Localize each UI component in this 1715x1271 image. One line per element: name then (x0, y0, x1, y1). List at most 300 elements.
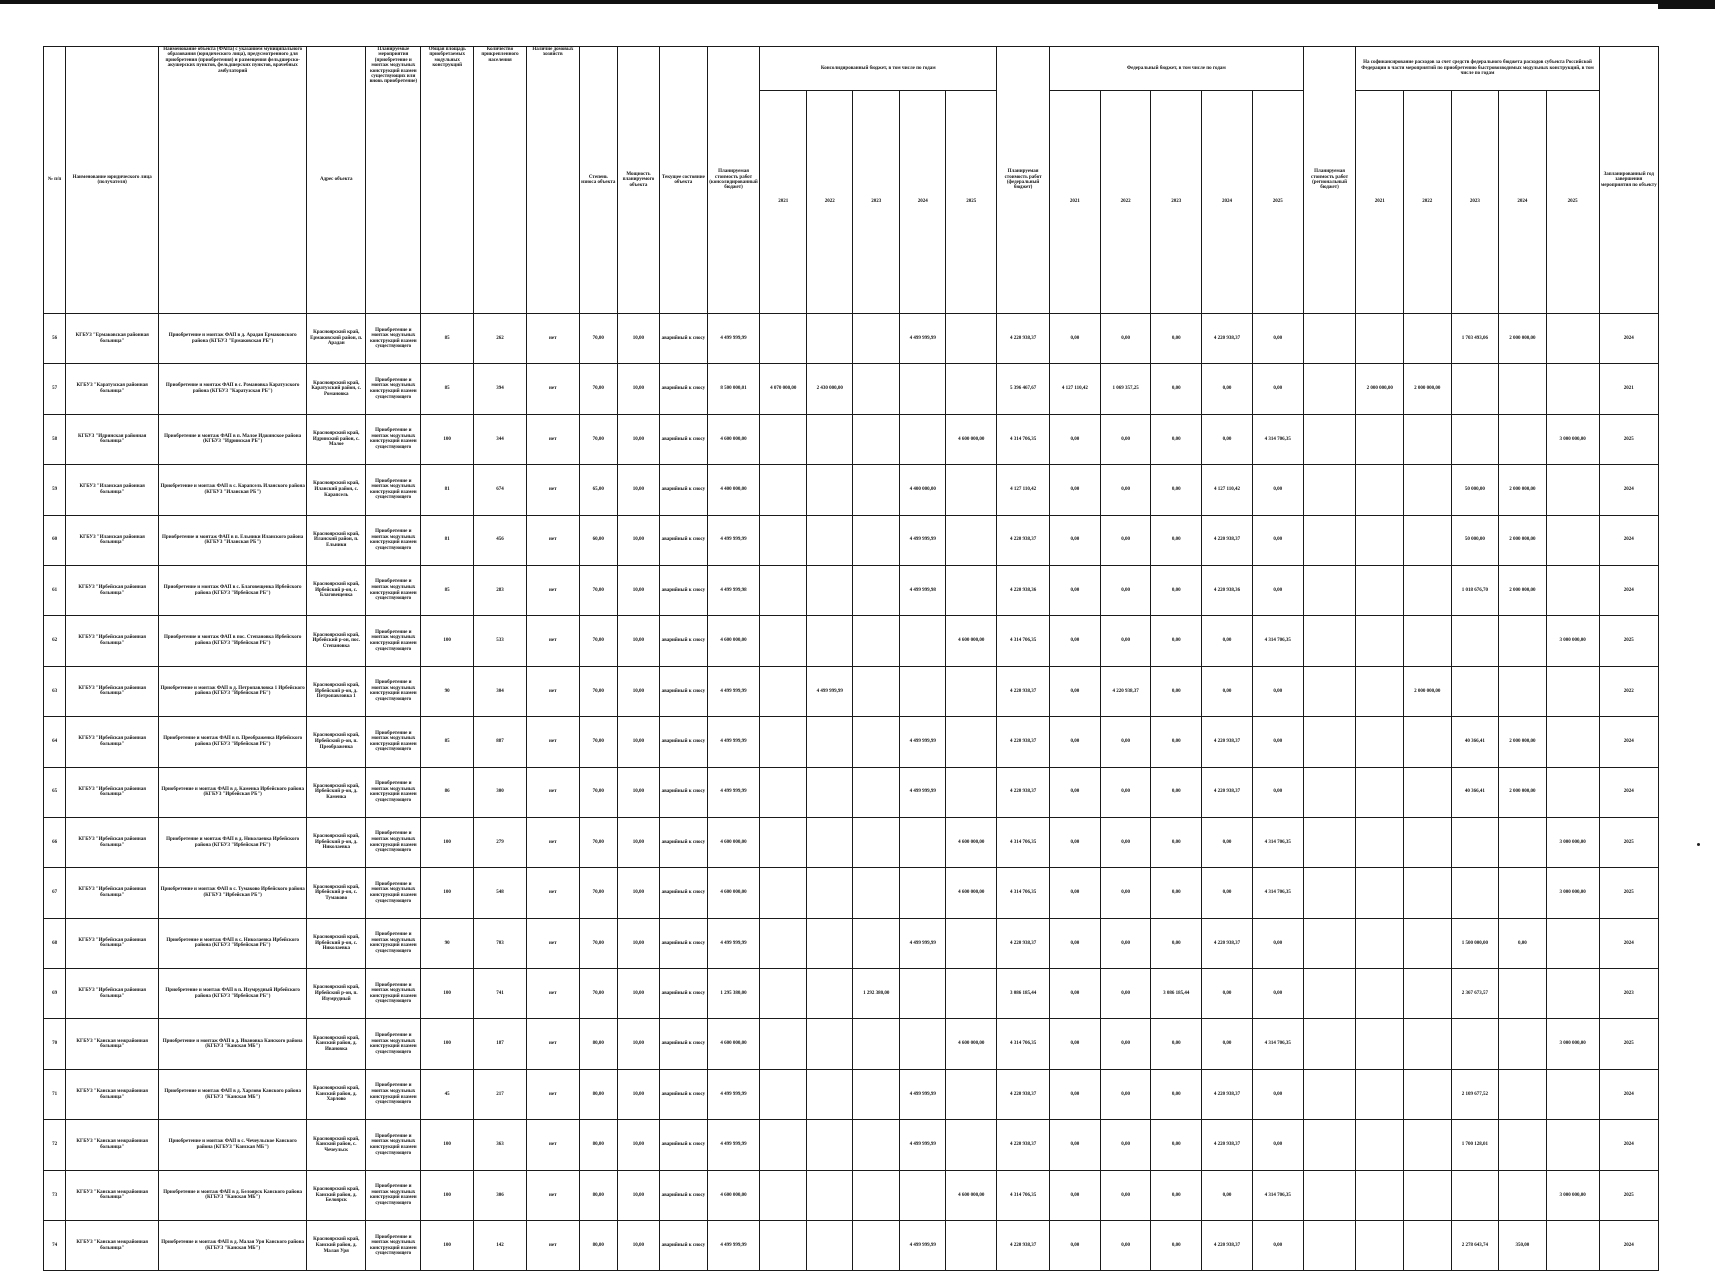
row-state: аварийный к сносу (660, 918, 708, 968)
row-fed-year: 0,00 (1050, 1019, 1101, 1069)
row-cofin-year: 1 700 128,01 (1451, 1120, 1499, 1170)
row-cofin-year (1356, 414, 1404, 464)
row-cons-year (853, 1221, 900, 1271)
row-cons-year (853, 616, 900, 666)
row-area: 100 (421, 414, 474, 464)
row-area: 85 (421, 565, 474, 615)
row-fed-year: 0,00 (1252, 666, 1303, 716)
row-fed-year: 4 314 706,35 (1252, 868, 1303, 918)
row-capacity: 10,00 (617, 666, 659, 716)
row-area: 90 (421, 918, 474, 968)
row-wear: 70,00 (579, 717, 617, 767)
row-cofin-year (1356, 1019, 1404, 1069)
row-cost-federal: 5 396 467,67 (997, 364, 1050, 414)
row-plan-year: 2021 (1599, 364, 1658, 414)
row-cons-year (853, 414, 900, 464)
row-cons-year: 4 499 999,99 (899, 314, 946, 364)
row-cost-consolidated: 4 400 000,00 (707, 465, 760, 515)
row-measure-type: Приобретение и монтаж модульных конструкций взамен существующего (366, 918, 421, 968)
row-cons-year (853, 465, 900, 515)
row-wear: 70,00 (579, 616, 617, 666)
row-capacity: 10,00 (617, 565, 659, 615)
row-organization: КГБУЗ "Ирбейская районная больница" (66, 717, 159, 767)
row-cost-consolidated: 4 499 999,99 (707, 918, 760, 968)
row-fed-year: 0,00 (1202, 969, 1253, 1019)
row-address: Красноярский край, Ирбейский р-он, д. Петропавловка 1 (307, 666, 366, 716)
row-measure-type: Приобретение и монтаж модульных конструкций взамен существующего (366, 616, 421, 666)
row-cost-federal: 4 314 706,35 (997, 868, 1050, 918)
row-cost-regional (1303, 969, 1356, 1019)
row-cofin-year (1499, 969, 1547, 1019)
row-cons-year (946, 465, 997, 515)
row-wear: 70,00 (579, 565, 617, 615)
row-capacity: 10,00 (617, 969, 659, 1019)
row-fed-year: 0,00 (1100, 1170, 1151, 1220)
row-fed-year: 0,00 (1100, 465, 1151, 515)
row-cons-year (760, 918, 807, 968)
row-measure-type: Приобретение и монтаж модульных конструкций взамен существующего (366, 767, 421, 817)
row-area: 85 (421, 717, 474, 767)
row-cons-year (760, 767, 807, 817)
row-fed-year: 0,00 (1100, 1019, 1151, 1069)
row-object: Приобретение и монтаж ФАП в с. Благовещенка Ирбейского района (КГБУЗ "Ирбейская РБ") (159, 565, 307, 615)
row-number: 73 (44, 1170, 66, 1220)
year-header: 2021 (760, 91, 807, 314)
row-cofin-year: 0,00 (1499, 918, 1547, 968)
row-cofin-year (1546, 364, 1599, 414)
row-cons-year (946, 565, 997, 615)
row-cofin-year: 3 000 000,00 (1546, 817, 1599, 867)
row-wear: 70,00 (579, 414, 617, 464)
row-number: 63 (44, 666, 66, 716)
row-households: нет (526, 717, 579, 767)
row-fed-year: 0,00 (1050, 1120, 1101, 1170)
row-households: нет (526, 918, 579, 968)
row-cofin-year (1404, 1221, 1452, 1271)
row-cons-year (806, 1120, 853, 1170)
row-cons-year (853, 918, 900, 968)
row-population: 283 (474, 565, 527, 615)
row-cons-year (760, 314, 807, 364)
row-address: Красноярский край, Каратузский район, с. Романовка (307, 364, 366, 414)
row-area: 100 (421, 868, 474, 918)
row-fed-year: 0,00 (1100, 969, 1151, 1019)
row-population: 394 (474, 364, 527, 414)
row-address: Красноярский край, Канский район, д. Малая Уря (307, 1221, 366, 1271)
row-cofin-year: 2 278 643,74 (1451, 1221, 1499, 1271)
table-row (44, 717, 1659, 767)
row-cofin-year (1451, 616, 1499, 666)
row-organization: КГБУЗ "Ермаковская районная больница" (66, 314, 159, 364)
row-cons-year (899, 817, 946, 867)
row-number: 59 (44, 465, 66, 515)
row-cofin-year (1356, 817, 1404, 867)
row-cofin-year (1546, 1120, 1599, 1170)
group-federal: Федеральный бюджет, в том числе по годам (1050, 47, 1304, 91)
row-fed-year: 0,00 (1202, 414, 1253, 464)
row-cons-year: 4 499 999,99 (806, 666, 853, 716)
row-fed-year: 0,00 (1050, 565, 1101, 615)
row-object: Приобретение и монтаж ФАП в с. Чечеульское Канского района (КГБУЗ "Канская МБ") (159, 1120, 307, 1170)
row-fed-year: 4 220 938,37 (1202, 918, 1253, 968)
row-cost-regional (1303, 817, 1356, 867)
row-households: нет (526, 1120, 579, 1170)
row-cofin-year: 3 000 000,00 (1546, 616, 1599, 666)
row-measure-type: Приобретение и монтаж модульных конструкций взамен существующего (366, 364, 421, 414)
row-fed-year: 0,00 (1252, 969, 1303, 1019)
col-area: Общая площадь приобретаемых модульных конструкций (421, 47, 474, 314)
row-cost-regional (1303, 1069, 1356, 1119)
row-cofin-year: 2 000 000,00 (1404, 364, 1452, 414)
row-cofin-year (1404, 817, 1452, 867)
row-cost-consolidated: 4 600 000,00 (707, 616, 760, 666)
row-plan-year: 2025 (1599, 817, 1658, 867)
row-state: аварийный к сносу (660, 314, 708, 364)
row-state: аварийный к сносу (660, 1221, 708, 1271)
row-area: 100 (421, 1170, 474, 1220)
row-fed-year: 4 220 938,37 (1202, 717, 1253, 767)
row-fed-year: 0,00 (1151, 515, 1202, 565)
col-wear: Степень износа объекта (579, 47, 617, 314)
row-cofin-year (1356, 969, 1404, 1019)
row-cost-federal: 4 220 938,37 (997, 515, 1050, 565)
row-population: 533 (474, 616, 527, 666)
row-capacity: 10,00 (617, 918, 659, 968)
row-cofin-year (1451, 414, 1499, 464)
row-cost-consolidated: 4 600 000,00 (707, 414, 760, 464)
row-cofin-year (1356, 717, 1404, 767)
row-cons-year: 2 430 000,00 (806, 364, 853, 414)
row-state: аварийный к сносу (660, 717, 708, 767)
row-state: аварийный к сносу (660, 565, 708, 615)
scan-speck (1697, 843, 1700, 846)
row-plan-year: 2024 (1599, 515, 1658, 565)
row-cons-year (899, 1170, 946, 1220)
row-number: 65 (44, 767, 66, 817)
table-row (44, 1069, 1659, 1119)
row-cofin-year: 2 000 000,00 (1499, 717, 1547, 767)
row-measure-type: Приобретение и монтаж модульных конструкций взамен существующего (366, 969, 421, 1019)
row-address: Красноярский край, Ирбейский р-он, пос. Степановка (307, 616, 366, 666)
col-organization: Наименование юридического лица (получателя) (66, 47, 159, 314)
row-cofin-year: 50 000,00 (1451, 515, 1499, 565)
row-cofin-year (1499, 817, 1547, 867)
row-area: 100 (421, 1019, 474, 1069)
row-fed-year: 0,00 (1202, 1019, 1253, 1069)
row-cofin-year (1546, 515, 1599, 565)
row-cons-year (760, 465, 807, 515)
row-plan-year: 2025 (1599, 1170, 1658, 1220)
row-fed-year: 4 220 938,37 (1202, 314, 1253, 364)
row-fed-year: 0,00 (1151, 666, 1202, 716)
row-cofin-year: 2 367 673,57 (1451, 969, 1499, 1019)
row-cons-year (853, 868, 900, 918)
row-cons-year (899, 364, 946, 414)
row-state: аварийный к сносу (660, 1170, 708, 1220)
row-cons-year (806, 616, 853, 666)
row-cons-year: 4 499 999,99 (899, 515, 946, 565)
row-wear: 70,00 (579, 314, 617, 364)
row-cost-federal: 4 220 938,37 (997, 918, 1050, 968)
row-object: Приобретение и монтаж ФАП в д. Харлово Канского района (КГБУЗ "Канская МБ") (159, 1069, 307, 1119)
row-cons-year (946, 717, 997, 767)
row-cofin-year (1404, 314, 1452, 364)
row-fed-year: 0,00 (1202, 666, 1253, 716)
row-cofin-year (1356, 918, 1404, 968)
row-cons-year (899, 666, 946, 716)
row-number: 70 (44, 1019, 66, 1069)
row-cofin-year: 1 703 493,06 (1451, 314, 1499, 364)
row-cost-federal: 4 314 706,35 (997, 616, 1050, 666)
row-cons-year (853, 565, 900, 615)
row-plan-year: 2024 (1599, 1120, 1658, 1170)
row-address: Красноярский край, Канский район, с. Чечеульск (307, 1120, 366, 1170)
row-number: 62 (44, 616, 66, 666)
row-cost-federal: 4 220 938,37 (997, 767, 1050, 817)
row-cost-consolidated: 4 499 999,99 (707, 1221, 760, 1271)
row-cost-regional (1303, 1170, 1356, 1220)
row-organization: КГБУЗ "Ирбейская районная больница" (66, 767, 159, 817)
row-cost-consolidated: 4 499 999,99 (707, 515, 760, 565)
row-fed-year: 1 069 357,25 (1100, 364, 1151, 414)
row-cofin-year: 1 500 000,00 (1451, 918, 1499, 968)
row-cofin-year (1546, 1221, 1599, 1271)
row-measure-type: Приобретение и монтаж модульных конструкций взамен существующего (366, 314, 421, 364)
row-cofin-year (1451, 1170, 1499, 1220)
row-cons-year (806, 565, 853, 615)
row-area: 86 (421, 767, 474, 817)
year-header: 2025 (1546, 91, 1599, 314)
row-fed-year: 4 127 110,42 (1202, 465, 1253, 515)
row-plan-year: 2025 (1599, 414, 1658, 464)
row-cofin-year (1451, 817, 1499, 867)
row-cost-federal: 4 314 706,35 (997, 1019, 1050, 1069)
table-header (44, 47, 1659, 314)
row-area: 85 (421, 364, 474, 414)
row-cons-year (806, 1170, 853, 1220)
row-cons-year (760, 817, 807, 867)
row-cons-year (853, 666, 900, 716)
row-cost-regional (1303, 364, 1356, 414)
row-plan-year: 2024 (1599, 1221, 1658, 1271)
row-fed-year: 0,00 (1100, 868, 1151, 918)
row-cons-year (946, 767, 997, 817)
row-fed-year: 0,00 (1100, 314, 1151, 364)
row-cofin-year (1546, 918, 1599, 968)
row-capacity: 10,00 (617, 414, 659, 464)
row-cost-federal: 4 127 110,42 (997, 465, 1050, 515)
row-plan-year: 2025 (1599, 868, 1658, 918)
row-cost-regional (1303, 666, 1356, 716)
col-cost-federal: Планируемая стоимость работ (федеральный бюджет) (997, 47, 1050, 314)
row-fed-year: 0,00 (1050, 465, 1101, 515)
row-number: 67 (44, 868, 66, 918)
row-cost-consolidated: 4 600 000,00 (707, 1019, 760, 1069)
row-organization: КГБУЗ "Ирбейская районная больница" (66, 868, 159, 918)
row-cofin-year (1546, 666, 1599, 716)
row-wear: 80,00 (579, 1069, 617, 1119)
row-state: аварийный к сносу (660, 868, 708, 918)
row-households: нет (526, 515, 579, 565)
row-address: Красноярский край, Ирбейский р-он, с. Благовещенка (307, 565, 366, 615)
row-cons-year: 4 499 999,99 (899, 1069, 946, 1119)
row-cost-federal: 4 220 938,37 (997, 1120, 1050, 1170)
row-area: 100 (421, 969, 474, 1019)
row-cost-federal: 3 086 185,44 (997, 969, 1050, 1019)
year-header: 2024 (1202, 91, 1253, 314)
year-header: 2024 (1499, 91, 1547, 314)
row-area: 100 (421, 1120, 474, 1170)
row-cofin-year (1546, 717, 1599, 767)
row-cofin-year (1499, 1019, 1547, 1069)
row-fed-year: 0,00 (1050, 1069, 1101, 1119)
row-organization: КГБУЗ "Идринская районная больница" (66, 414, 159, 464)
row-population: 674 (474, 465, 527, 515)
row-households: нет (526, 565, 579, 615)
row-address: Красноярский край, Иланский район, п. Ельники (307, 515, 366, 565)
row-state: аварийный к сносу (660, 1120, 708, 1170)
row-state: аварийный к сносу (660, 666, 708, 716)
row-address: Красноярский край, Ирбейский р-он, д. Каменка (307, 767, 366, 817)
row-fed-year: 0,00 (1252, 1120, 1303, 1170)
row-capacity: 10,00 (617, 1019, 659, 1069)
row-cofin-year (1356, 1120, 1404, 1170)
row-cost-regional (1303, 1120, 1356, 1170)
row-cons-year: 4 600 000,00 (946, 616, 997, 666)
row-object: Приобретение и монтаж ФАП в п. Ельники Иланского района (КГБУЗ "Иланская РБ") (159, 515, 307, 565)
row-cons-year (853, 1120, 900, 1170)
row-cons-year (853, 1019, 900, 1069)
row-fed-year: 0,00 (1100, 616, 1151, 666)
row-organization: КГБУЗ "Иланская районная больница" (66, 515, 159, 565)
row-cons-year: 4 499 999,99 (899, 717, 946, 767)
row-cons-year (899, 616, 946, 666)
col-households: Наличие домовых хозяйств (526, 47, 579, 314)
row-population: 279 (474, 817, 527, 867)
row-cofin-year (1499, 1120, 1547, 1170)
row-cofin-year (1404, 1120, 1452, 1170)
col-cost-consolidated: Планируемая стоимость работ (консолидированный бюджет) (707, 47, 760, 314)
row-fed-year: 4 314 706,35 (1252, 817, 1303, 867)
row-cons-year (760, 868, 807, 918)
row-cons-year (806, 868, 853, 918)
row-cost-federal: 4 220 938,37 (997, 314, 1050, 364)
row-households: нет (526, 314, 579, 364)
row-fed-year: 4 220 938,37 (1100, 666, 1151, 716)
row-cost-consolidated: 4 600 000,00 (707, 1170, 760, 1220)
row-cons-year (853, 717, 900, 767)
row-cons-year (806, 515, 853, 565)
row-organization: КГБУЗ "Ирбейская районная больница" (66, 616, 159, 666)
col-state: Текущее состояние объекта (660, 47, 708, 314)
row-cofin-year: 3 000 000,00 (1546, 868, 1599, 918)
row-cofin-year (1404, 565, 1452, 615)
row-cofin-year (1404, 1069, 1452, 1119)
row-wear: 70,00 (579, 969, 617, 1019)
row-number: 66 (44, 817, 66, 867)
row-fed-year: 0,00 (1050, 717, 1101, 767)
row-organization: КГБУЗ "Иланская районная больница" (66, 465, 159, 515)
row-capacity: 10,00 (617, 1221, 659, 1271)
row-fed-year: 0,00 (1151, 314, 1202, 364)
row-cofin-year (1404, 616, 1452, 666)
row-object: Приобретение и монтаж ФАП в д. Петропавловка 1 Ирбейского района (КГБУЗ "Ирбейская РБ") (159, 666, 307, 716)
row-measure-type: Приобретение и монтаж модульных конструкций взамен существующего (366, 414, 421, 464)
row-area: 100 (421, 616, 474, 666)
row-cost-consolidated: 4 600 000,00 (707, 817, 760, 867)
row-address: Красноярский край, Ермаковский район, п. Арадан (307, 314, 366, 364)
row-measure-type: Приобретение и монтаж модульных конструкций взамен существующего (366, 1170, 421, 1220)
row-object: Приобретение и монтаж ФАП в д. Ивановка Канского района (КГБУЗ "Канская МБ") (159, 1019, 307, 1069)
row-cost-federal: 4 220 938,37 (997, 1069, 1050, 1119)
row-fed-year: 0,00 (1202, 868, 1253, 918)
row-object: Приобретение и монтаж ФАП в с. Тумаково Ирбейского района (КГБУЗ "Ирбейская РБ") (159, 868, 307, 918)
row-address: Красноярский край, Канский район, д. Белоярск (307, 1170, 366, 1220)
row-cost-regional (1303, 414, 1356, 464)
row-cons-year (760, 1170, 807, 1220)
row-cons-year: 4 400 000,00 (899, 465, 946, 515)
col-measure-type: Планируемые мероприятия (приобретение и монтаж модульных конструкций взамен существующих или вновь приобретение) (366, 47, 421, 314)
row-object: Приобретение и монтаж ФАП в д. Белоярск Канского района (КГБУЗ "Канская МБ") (159, 1170, 307, 1220)
row-fed-year: 0,00 (1100, 1221, 1151, 1271)
row-cofin-year: 3 000 000,00 (1546, 1170, 1599, 1220)
col-num: № п/п (44, 47, 66, 314)
row-households: нет (526, 868, 579, 918)
row-cofin-year: 3 000 000,00 (1546, 414, 1599, 464)
row-number: 69 (44, 969, 66, 1019)
row-cofin-year (1546, 767, 1599, 817)
scan-top-edge (0, 0, 1715, 4)
table-row (44, 1221, 1659, 1271)
table-row (44, 616, 1659, 666)
row-cofin-year (1499, 364, 1547, 414)
row-fed-year: 0,00 (1252, 364, 1303, 414)
row-cons-year (760, 1019, 807, 1069)
row-population: 306 (474, 1170, 527, 1220)
year-header: 2023 (1151, 91, 1202, 314)
row-population: 703 (474, 918, 527, 968)
row-cost-consolidated: 4 499 999,99 (707, 717, 760, 767)
row-households: нет (526, 1019, 579, 1069)
row-object: Приобретение и монтаж ФАП в д. Николаевка Ирбейского района (КГБУЗ "Ирбейская РБ") (159, 817, 307, 867)
row-address: Красноярский край, Ирбейский р-он, с. Тумаково (307, 868, 366, 918)
row-wear: 70,00 (579, 767, 617, 817)
row-population: 262 (474, 314, 527, 364)
row-cofin-year (1356, 1170, 1404, 1220)
row-cons-year (806, 969, 853, 1019)
row-households: нет (526, 1069, 579, 1119)
row-wear: 80,00 (579, 1170, 617, 1220)
row-population: 304 (474, 666, 527, 716)
row-households: нет (526, 1170, 579, 1220)
row-population: 363 (474, 1120, 527, 1170)
row-cons-year (760, 616, 807, 666)
row-state: аварийный к сносу (660, 969, 708, 1019)
row-fed-year: 0,00 (1202, 817, 1253, 867)
row-fed-year: 0,00 (1050, 1170, 1101, 1220)
row-cons-year: 4 070 000,00 (760, 364, 807, 414)
row-cofin-year (1356, 515, 1404, 565)
row-number: 61 (44, 565, 66, 615)
row-plan-year: 2025 (1599, 616, 1658, 666)
row-cost-regional (1303, 465, 1356, 515)
row-organization: КГБУЗ "Канская межрайонная больница" (66, 1069, 159, 1119)
row-measure-type: Приобретение и монтаж модульных конструкций взамен существующего (366, 1120, 421, 1170)
row-cost-consolidated: 4 499 999,99 (707, 1069, 760, 1119)
row-cost-consolidated: 4 600 000,00 (707, 868, 760, 918)
row-cons-year (806, 414, 853, 464)
row-fed-year: 0,00 (1050, 515, 1101, 565)
